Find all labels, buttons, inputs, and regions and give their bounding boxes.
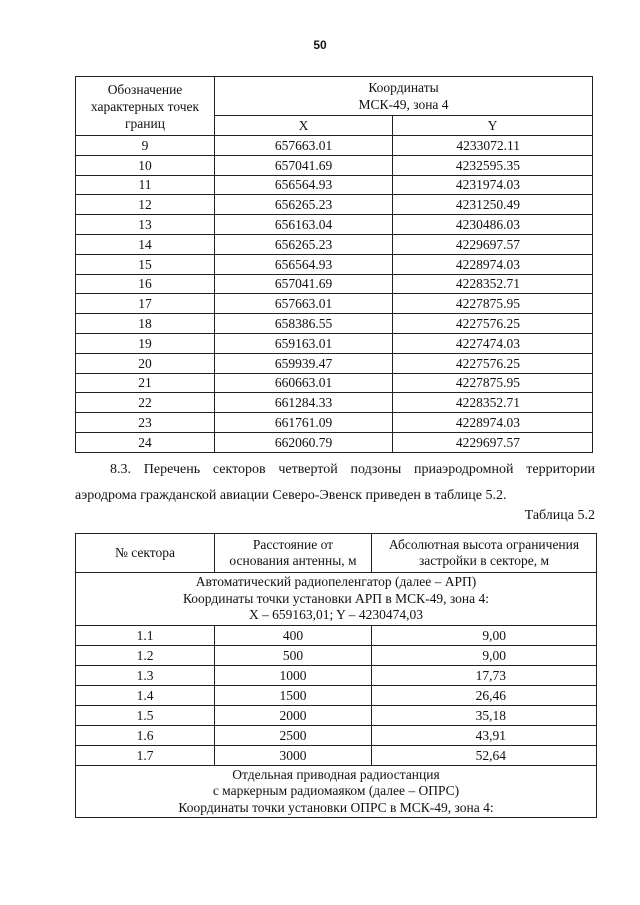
group-line: Отдельная приводная радиостанция [232, 766, 440, 782]
table-row [76, 215, 593, 235]
point-cell: 10 [76, 155, 215, 175]
point-cell: 11 [76, 175, 215, 195]
header-line: основания антенны, м [229, 553, 357, 568]
x-coordinate-cell: 659939.47 [215, 353, 393, 373]
x-coordinate-cell: 662060.79 [215, 432, 393, 452]
y-coordinate-cell: 4227576.25 [393, 314, 593, 334]
header-line: Обозначение [107, 81, 183, 97]
sector-cell: 1.7 [76, 745, 215, 765]
distance-column-header [215, 534, 372, 573]
y-coordinate-cell: 4228974.03 [393, 413, 593, 433]
x-coordinate-cell: 657041.69 [215, 155, 393, 175]
altitude-cell: 35,18 [372, 705, 597, 725]
y-coordinate-cell: 4230486.03 [393, 215, 593, 235]
table-row [76, 432, 593, 452]
x-coordinate-cell: 660663.01 [215, 373, 393, 393]
altitude-cell: 43,91 [372, 725, 597, 745]
sector-cell: 1.4 [76, 685, 215, 705]
x-coordinate-cell: 661284.33 [215, 393, 393, 413]
group-line: Автоматический радиопеленгатор (далее – АРП) [195, 574, 477, 589]
point-cell: 19 [76, 333, 215, 353]
point-cell: 9 [76, 136, 215, 156]
coordinates-header [215, 77, 593, 116]
coordinates-table [75, 76, 593, 453]
table-row [76, 175, 593, 195]
table-row [76, 725, 597, 745]
page-number: 50 [313, 38, 327, 52]
table-row [76, 685, 597, 705]
distance-cell: 2000 [215, 705, 372, 725]
group-line: X – 659163,01; Y – 4230474,03 [248, 607, 424, 622]
table-row [76, 393, 593, 413]
sector-cell: 1.5 [76, 705, 215, 725]
point-cell: 24 [76, 432, 215, 452]
y-coordinate-cell: 4227875.95 [393, 294, 593, 314]
sector-cell: 1.1 [76, 625, 215, 645]
y-coordinate-cell: 4231974.03 [393, 175, 593, 195]
oprs-group-header [76, 765, 597, 818]
distance-cell: 3000 [215, 745, 372, 765]
point-cell: 14 [76, 234, 215, 254]
header-line: застройки в секторе, м [418, 553, 550, 568]
table-row [76, 353, 593, 373]
point-cell: 22 [76, 393, 215, 413]
header-line: Координаты [368, 80, 439, 95]
point-cell: 17 [76, 294, 215, 314]
arp-group-header [76, 573, 597, 626]
y-coordinate-cell: 4227474.03 [393, 333, 593, 353]
distance-cell: 2500 [215, 725, 372, 745]
y-coordinate-cell: 4233072.11 [393, 136, 593, 156]
y-coordinate-cell: 4228352.71 [393, 393, 593, 413]
altitude-column-header [372, 534, 597, 573]
sectors-table-body [76, 534, 597, 818]
table-row [76, 705, 597, 725]
point-cell: 12 [76, 195, 215, 215]
group-line: Координаты точки установки АРП в МСК-49, зона 4: [182, 590, 490, 606]
header-line: характерных точек [90, 98, 200, 114]
table-row [76, 373, 593, 393]
distance-cell: 1000 [215, 665, 372, 685]
header-line: МСК-49, зона 4 [358, 97, 449, 112]
header-line: Абсолютная высота ограничения [388, 537, 580, 552]
x-coordinate-cell: 656564.93 [215, 175, 393, 195]
table-row [76, 665, 597, 685]
table-row [76, 254, 593, 274]
table-row [76, 274, 593, 294]
table-row [76, 195, 593, 215]
distance-cell: 400 [215, 625, 372, 645]
table-row [76, 136, 593, 156]
point-cell: 18 [76, 314, 215, 334]
point-cell: 16 [76, 274, 215, 294]
y-coordinate-cell: 4228974.03 [393, 254, 593, 274]
x-coordinate-cell: 658386.55 [215, 314, 393, 334]
paragraph-line: аэродрома гражданской авиации Северо-Эвенск приведен в таблице 5.2. [75, 488, 507, 503]
point-cell: 21 [76, 373, 215, 393]
point-cell: 15 [76, 254, 215, 274]
x-coordinate-cell: 656564.93 [215, 254, 393, 274]
sectors-table [75, 533, 597, 818]
x-coordinate-cell: 659163.01 [215, 333, 393, 353]
point-cell: 23 [76, 413, 215, 433]
table-row [76, 333, 593, 353]
table-row [76, 413, 593, 433]
y-coordinate-cell: 4229697.57 [393, 432, 593, 452]
distance-cell: 500 [215, 645, 372, 665]
table-row [76, 234, 593, 254]
y-coordinate-cell: 4232595.35 [393, 155, 593, 175]
header-line: границ [125, 115, 165, 131]
altitude-cell: 52,64 [372, 745, 597, 765]
altitude-cell: 17,73 [372, 665, 597, 685]
y-coordinate-cell: 4231250.49 [393, 195, 593, 215]
y-coordinate-cell: 4227875.95 [393, 373, 593, 393]
y-coordinate-cell: 4228352.71 [393, 274, 593, 294]
table-row [76, 745, 597, 765]
x-coordinate-cell: 656265.23 [215, 234, 393, 254]
sector-cell: 1.6 [76, 725, 215, 745]
table-caption: Таблица 5.2 [524, 508, 595, 523]
y-coordinate-cell: 4229697.57 [393, 234, 593, 254]
sector-cell: 1.2 [76, 645, 215, 665]
table-row [76, 625, 597, 645]
point-cell: 13 [76, 215, 215, 235]
table-row [76, 645, 597, 665]
header-line: Расстояние от [252, 537, 334, 552]
table-row [76, 314, 593, 334]
coordinates-table-body [76, 136, 593, 453]
altitude-cell: 26,46 [372, 685, 597, 705]
table-row [76, 155, 593, 175]
sector-column-header: № сектора [76, 534, 215, 573]
group-line: Координаты точки установки ОПРС в МСК-49, зона 4: [178, 799, 494, 815]
x-column-header: X [215, 116, 393, 136]
y-coordinate-cell: 4227576.25 [393, 353, 593, 373]
table-row [76, 294, 593, 314]
paragraph-line: 8.3. Перечень секторов четвертой подзоны приаэродромной территории [110, 462, 595, 477]
group-line: с маркерным радиомаяком (далее – ОПРС) [212, 783, 460, 798]
altitude-cell: 9,00 [372, 645, 597, 665]
point-cell: 20 [76, 353, 215, 373]
distance-cell: 1500 [215, 685, 372, 705]
x-coordinate-cell: 657663.01 [215, 136, 393, 156]
altitude-cell: 9,00 [372, 625, 597, 645]
x-coordinate-cell: 657663.01 [215, 294, 393, 314]
sector-cell: 1.3 [76, 665, 215, 685]
x-coordinate-cell: 661761.09 [215, 413, 393, 433]
x-coordinate-cell: 657041.69 [215, 274, 393, 294]
x-coordinate-cell: 656163.04 [215, 215, 393, 235]
point-column-header [76, 77, 215, 136]
y-column-header: Y [393, 116, 593, 136]
x-coordinate-cell: 656265.23 [215, 195, 393, 215]
